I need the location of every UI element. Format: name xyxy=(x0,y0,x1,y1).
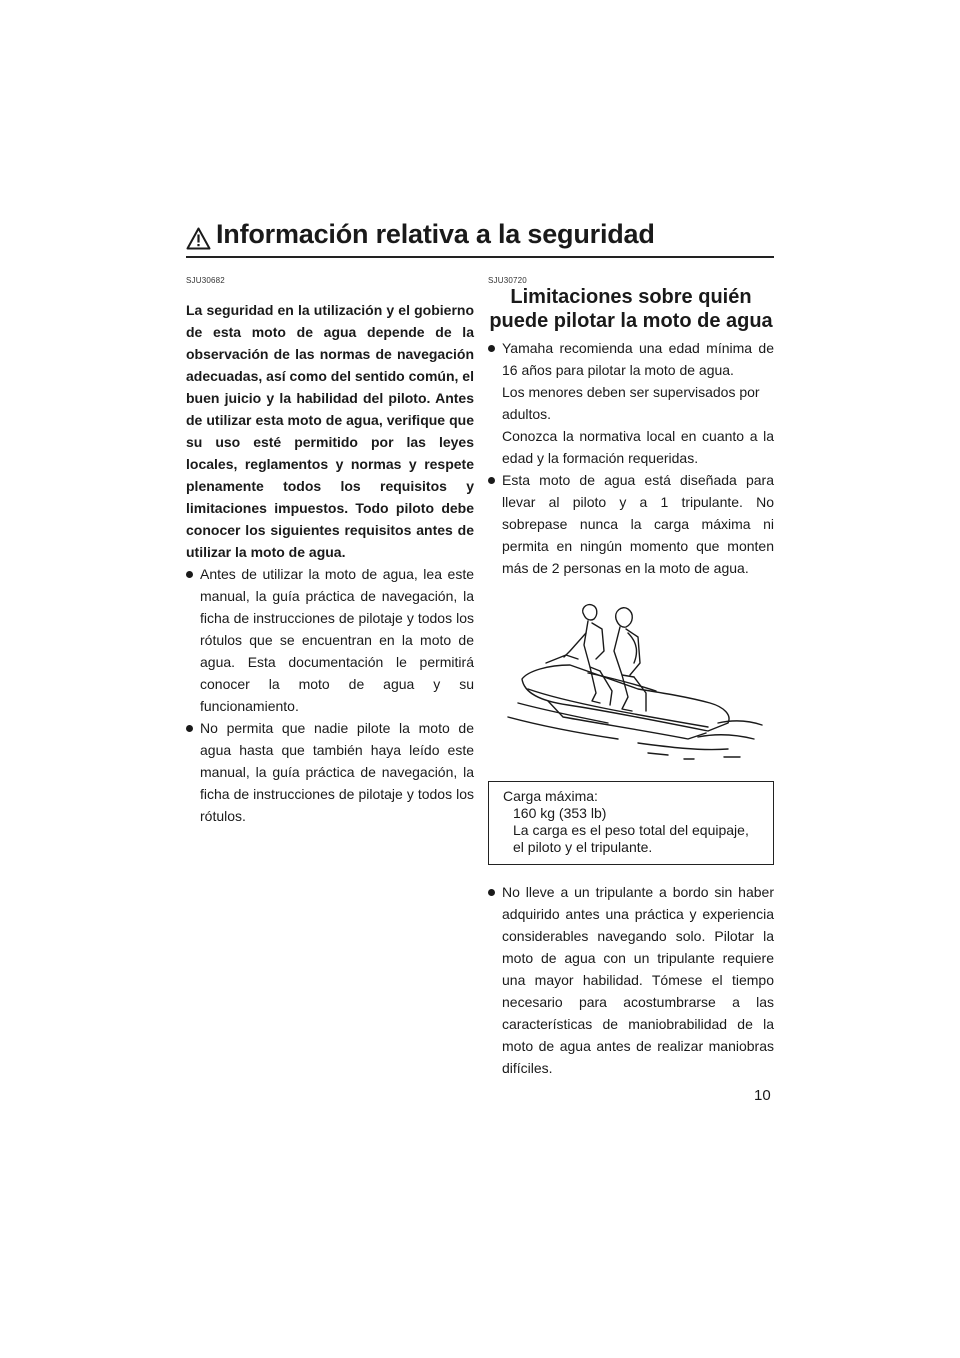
page-header xyxy=(186,219,774,256)
list-item: No lleve a un tripulante a bordo sin haber adquirido antes una práctica y experiencia considerables navegando solo. Pilotar la moto de agua con un tripulante requiere una mayor habilidad. Tómese el tiempo necesario para acostumbrarse a las características de maniobrabilidad de la moto de agua antes de realizar maniobras difíciles. xyxy=(488,881,774,1079)
header-rule xyxy=(186,256,774,258)
bullet-icon xyxy=(186,571,193,578)
right-column xyxy=(488,276,774,1079)
bullet-icon xyxy=(488,345,495,352)
section-title: Limitaciones sobre quién puede pilotar la moto de agua xyxy=(489,286,773,332)
bullet-list xyxy=(488,881,774,1079)
left-column xyxy=(186,276,474,827)
intro-paragraph: La seguridad en la utilización y el gobierno de esta moto de agua depende de la observación de las normas de navegación adecuadas, así como del sentido común, el buen juicio y la habilidad del piloto. Antes de utilizar esta moto de agua, verifique que su uso esté permitido por las leyes locales, reglamentos y normas y respete plenamente todos los requisitos y limitaciones impuestos. Todo piloto debe conocer los siguientes requisitos antes de utilizar la moto de agua. xyxy=(186,302,474,560)
bullet-icon xyxy=(488,889,495,896)
warning-triangle-icon xyxy=(186,227,211,250)
list-item: Antes de utilizar la moto de agua, lea este manual, la guía práctica de navegación, la ficha de instrucciones de pilotaje y todos los rótulos que se encuentran en la moto de agua. Esta documentación le permitirá conocer la moto de agua y su funcionamiento. xyxy=(186,563,474,717)
page-number: 10 xyxy=(754,1087,771,1104)
bullet-icon xyxy=(488,477,495,484)
max-load-box: Carga máxima: 160 kg (353 lb) La carga es el peso total del equipaje, el piloto y el tripulante. xyxy=(488,781,774,865)
list-item: No permita que nadie pilote la moto de agua hasta que también haya leído este manual, la guía práctica de navegación, la ficha de instrucciones de pilotaje y todos los rótulos. xyxy=(186,717,474,827)
section-code: SJU30682 xyxy=(186,276,225,285)
page-title: Información relativa a la seguridad xyxy=(216,219,655,249)
bullet-icon xyxy=(186,725,193,732)
bullet-list xyxy=(186,563,474,827)
section-code: SJU30720 xyxy=(488,276,527,285)
list-item: Esta moto de agua está diseñada para llevar al piloto y a 1 tripulante. No sobrepase nunca la carga máxima ni permita en ningún momento que monten más de 2 personas en la moto de agua. xyxy=(488,469,774,579)
list-item: Yamaha recomienda una edad mínima de 16 años para pilotar la moto de agua. Los menores deben ser supervisados por adultos. Conozca la normativa local en cuanto a la edad y la formación requeridas. xyxy=(488,337,774,469)
jetski-riders-illustration xyxy=(488,593,774,765)
bullet-list xyxy=(488,337,774,579)
